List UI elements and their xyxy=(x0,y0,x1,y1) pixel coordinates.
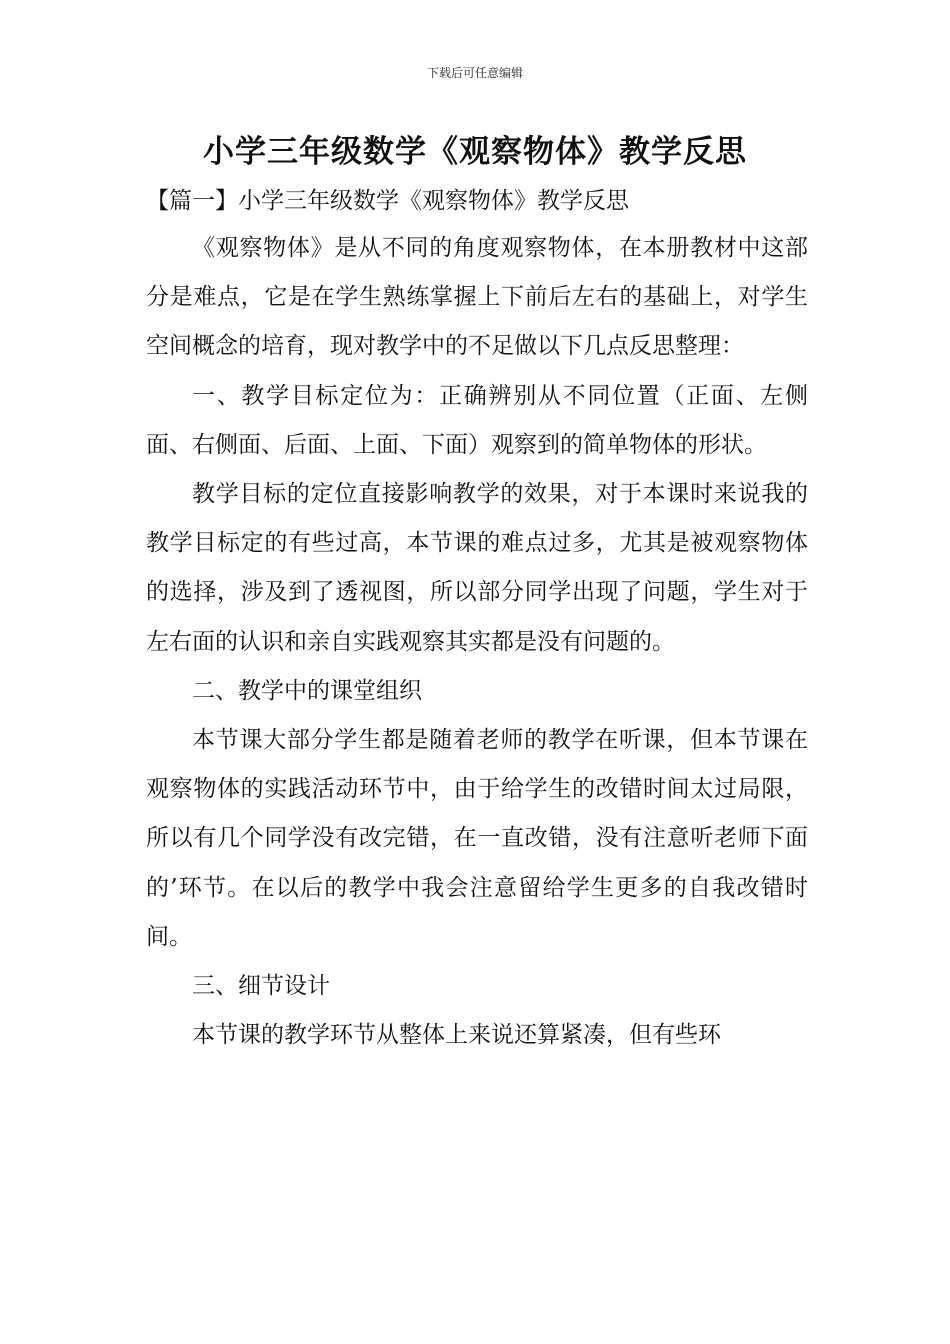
header-note: 下载后可任意编辑 xyxy=(426,66,523,80)
subheading: 二、教学中的课堂组织 xyxy=(192,677,422,704)
paragraph: 教学目标的定位直接影响教学的效果，对于本课时来说我的教学目标定的有些过高，本节课的难点过多，尤其是被观察物体的选择，涉及到了透视图，所以部分同学出现了问题，学生对于左右面的认识和亲自实践观察其实都是没有问题的。 xyxy=(146,481,808,655)
paragraph: 《观察物体》是从不同的角度观察物体，在本册教材中这部分是难点，它是在学生熟练掌握上下前后左右的基础上，对学生空间概念的培育，现对教学中的不足做以下几点反思整理： xyxy=(146,235,808,360)
document-title: 小学三年级数学《观察物体》教学反思 xyxy=(203,134,747,170)
document-body xyxy=(146,224,808,1060)
subheading: 三、细节设计 xyxy=(192,973,330,1000)
paragraph: 本节课大部分学生都是随着老师的教学在听课，但本节课在观察物体的实践活动环节中，由于给学生的改错时间太过局限，所以有几个同学没有改完错，在一直改错，没有注意听老师下面的’环节。在以后的教学中我会注意留给学生更多的自我改错时间。 xyxy=(146,727,808,950)
paragraph: 一、教学目标定位为：正确辨别从不同位置（正面、左侧面、右侧面、后面、上面、下面）观察到的简单物体的形状。 xyxy=(146,382,808,458)
paragraph: 本节课的教学环节从整体上来说还算紧凑，但有些环 xyxy=(192,1022,721,1049)
section-heading: 【篇一】小学三年级数学《观察物体》教学反思 xyxy=(146,188,629,214)
